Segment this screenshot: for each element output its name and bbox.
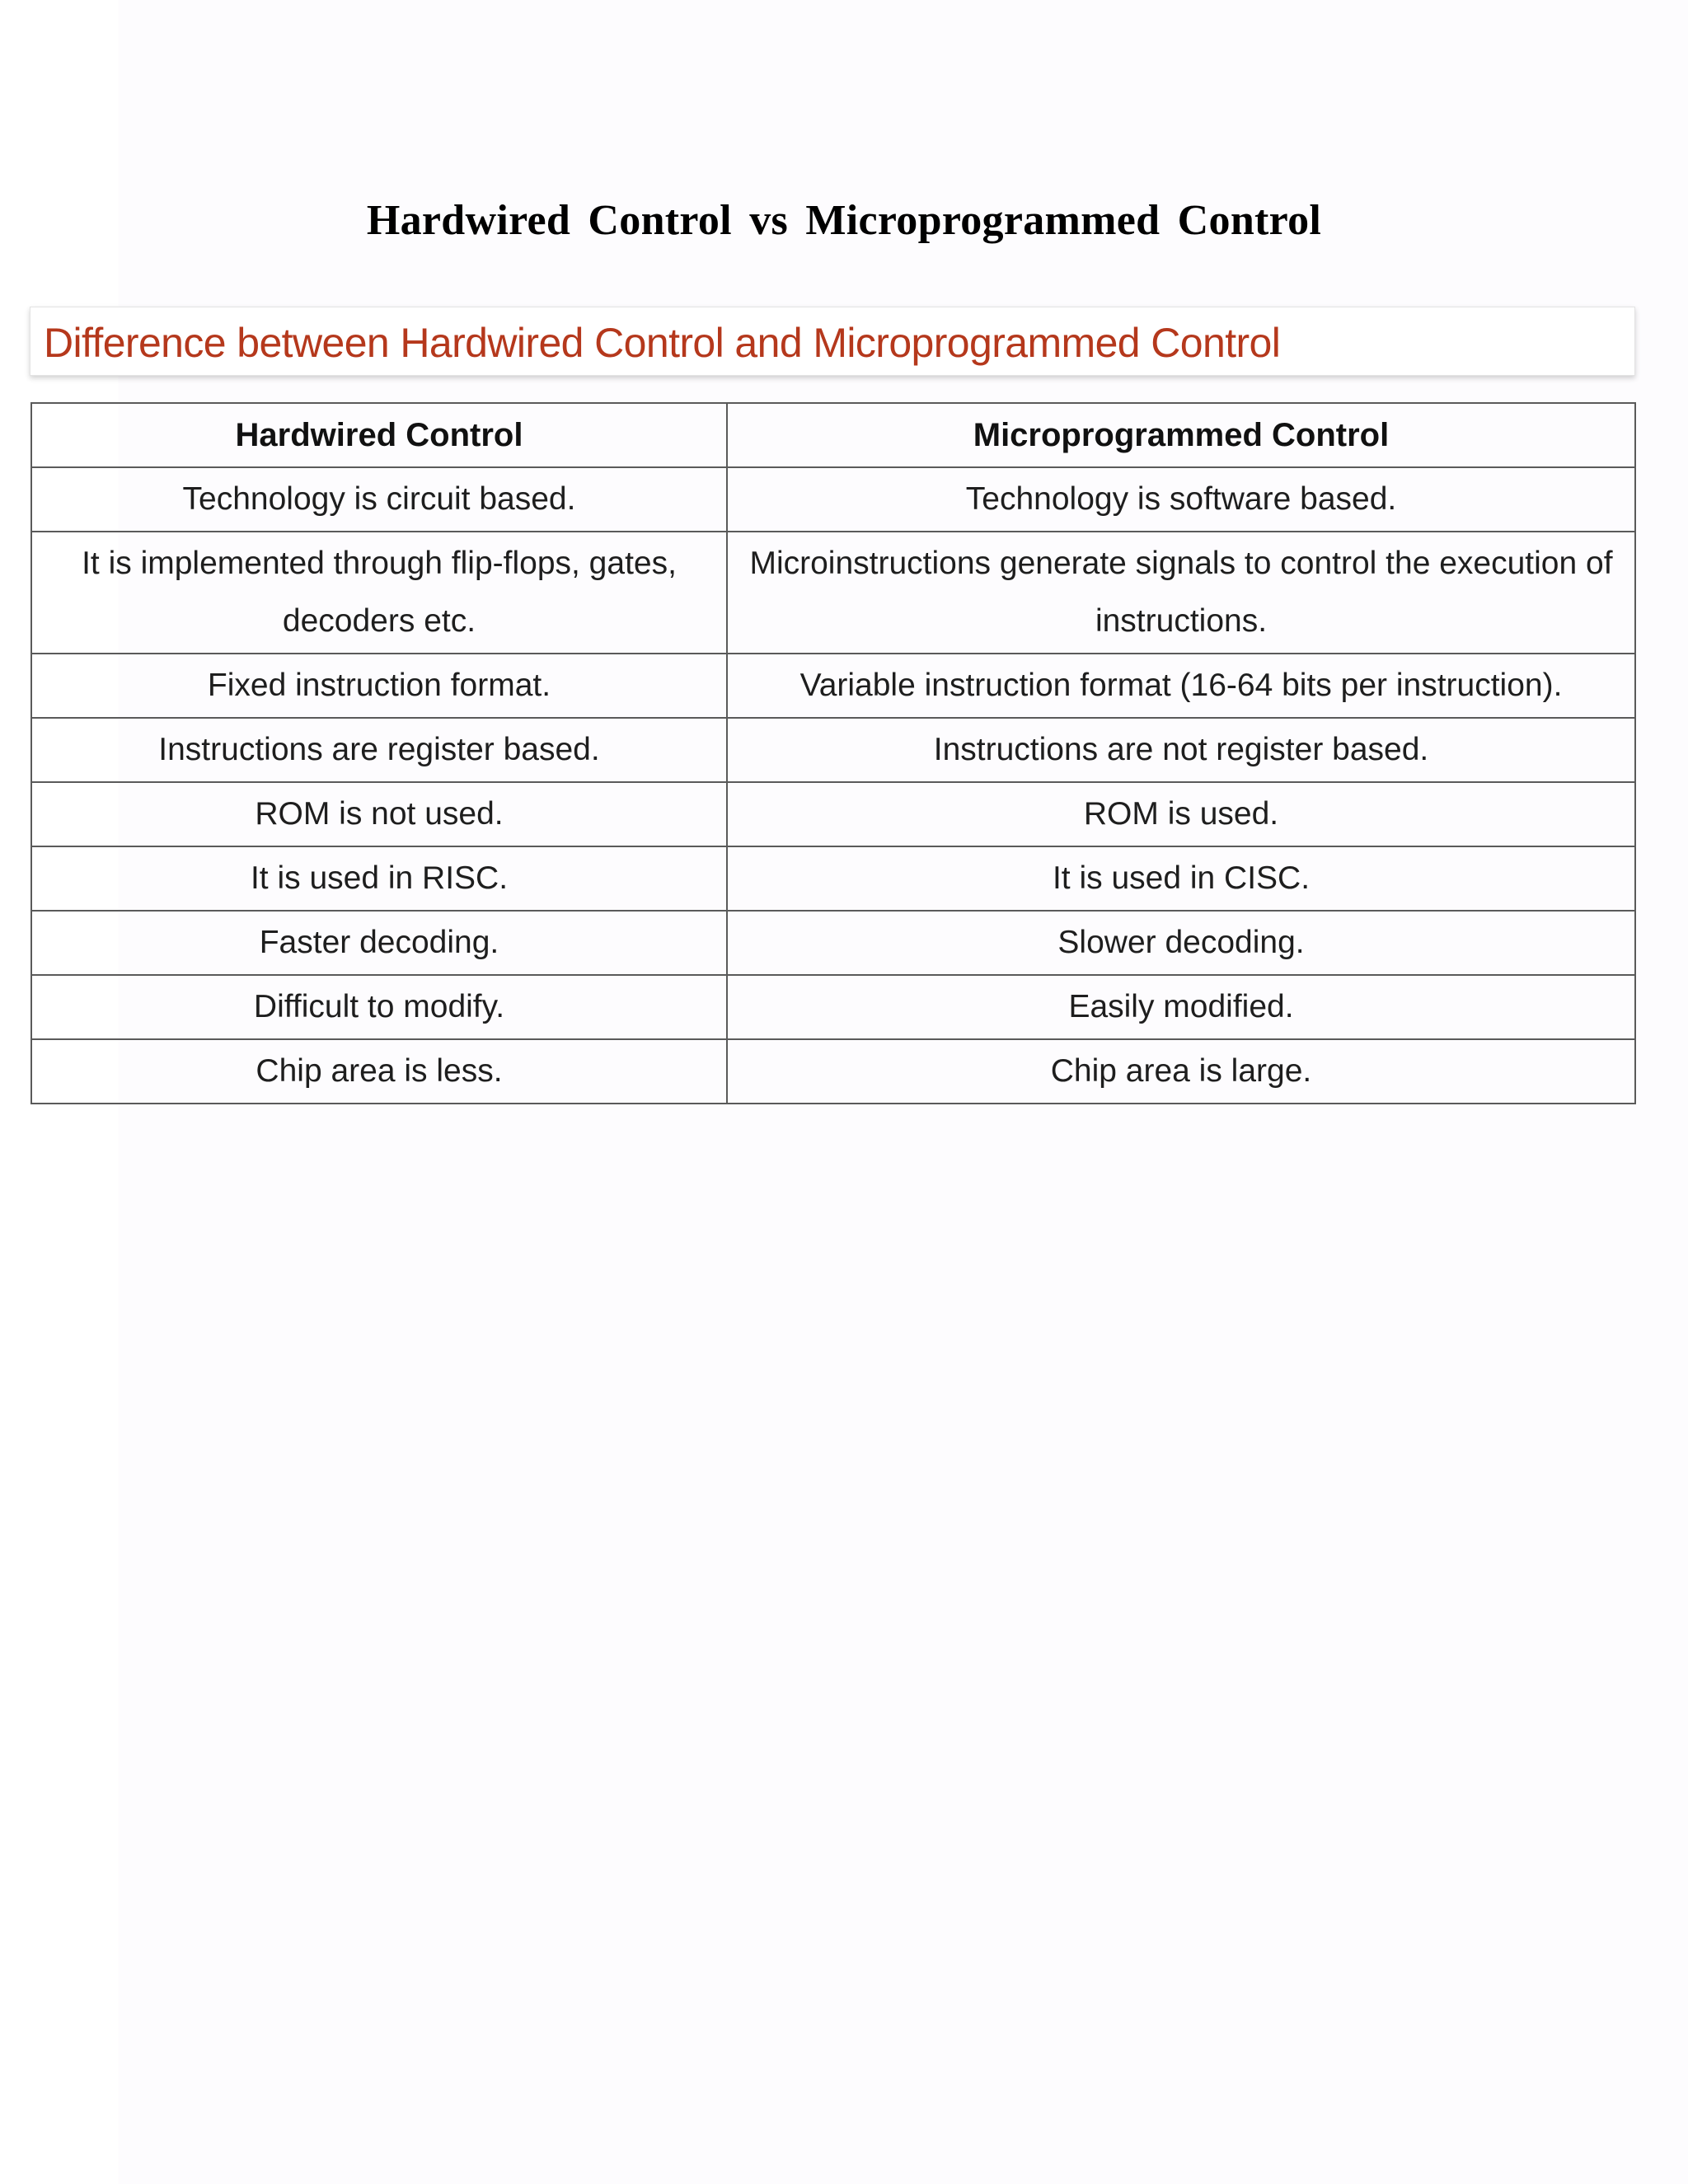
cell-microprogrammed: Easily modified. (727, 975, 1635, 1039)
section-heading-banner (30, 307, 1635, 376)
cell-hardwired: Fixed instruction format. (31, 654, 727, 718)
header-microprogrammed: Microprogrammed Control (727, 403, 1635, 467)
table-row (31, 911, 1635, 975)
cell-hardwired: It is implemented through flip-flops, gates, decoders etc. (31, 532, 727, 654)
cell-microprogrammed: Technology is software based. (727, 467, 1635, 532)
cell-hardwired: Chip area is less. (31, 1039, 727, 1104)
table-row (31, 975, 1635, 1039)
cell-microprogrammed: Variable instruction format (16-64 bits per instruction). (727, 654, 1635, 718)
table-row (31, 846, 1635, 911)
cell-hardwired: Faster decoding. (31, 911, 727, 975)
cell-microprogrammed: It is used in CISC. (727, 846, 1635, 911)
cell-hardwired: It is used in RISC. (31, 846, 727, 911)
cell-microprogrammed: Microinstructions generate signals to control the execution of instructions. (727, 532, 1635, 654)
cell-microprogrammed: Chip area is large. (727, 1039, 1635, 1104)
table-row (31, 782, 1635, 846)
cell-hardwired: ROM is not used. (31, 782, 727, 846)
table-row (31, 1039, 1635, 1104)
cell-hardwired: Technology is circuit based. (31, 467, 727, 532)
table-header-row (31, 403, 1635, 467)
table-row (31, 532, 1635, 654)
cell-microprogrammed: ROM is used. (727, 782, 1635, 846)
header-hardwired: Hardwired Control (31, 403, 727, 467)
table-row (31, 654, 1635, 718)
comparison-table (30, 402, 1636, 1104)
page-title: Hardwired Control vs Microprogrammed Control (366, 197, 1322, 244)
cell-hardwired: Instructions are register based. (31, 718, 727, 782)
table-row (31, 718, 1635, 782)
cell-hardwired: Difficult to modify. (31, 975, 727, 1039)
cell-microprogrammed: Slower decoding. (727, 911, 1635, 975)
section-heading: Difference between Hardwired Control and Microprogrammed Control (44, 320, 1281, 366)
table-row (31, 467, 1635, 532)
cell-microprogrammed: Instructions are not register based. (727, 718, 1635, 782)
